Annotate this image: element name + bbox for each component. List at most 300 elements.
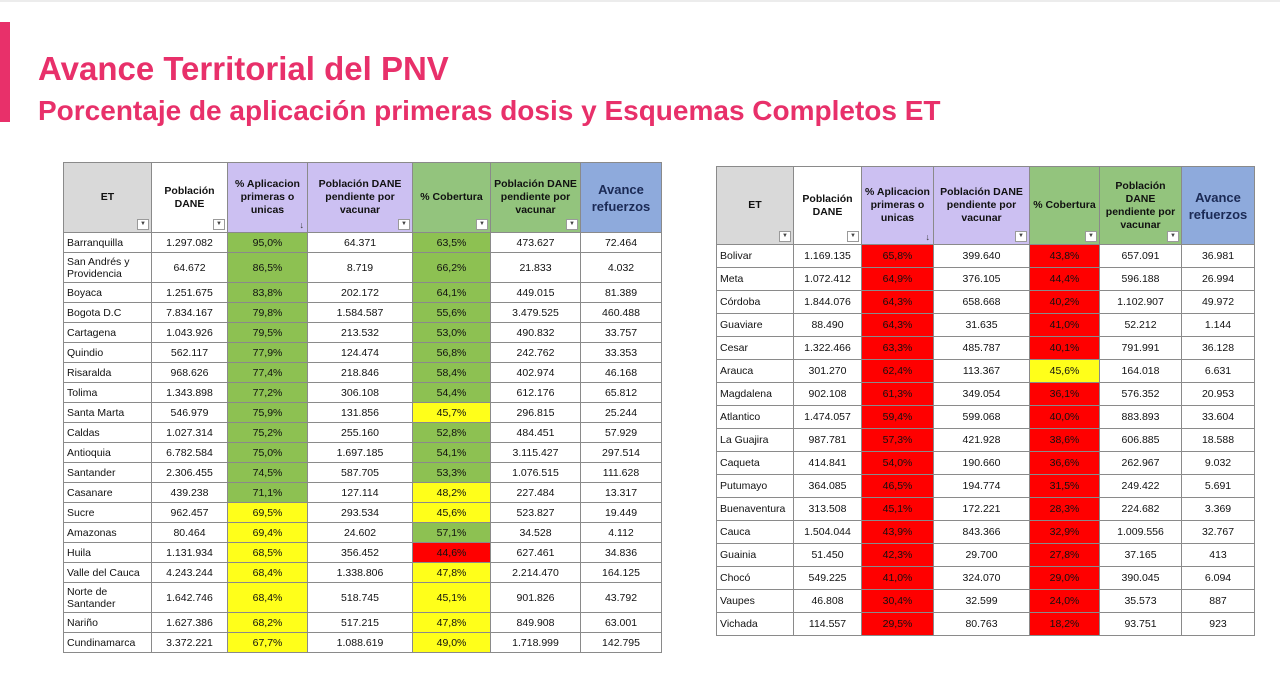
cell-pendiente2: 576.352 [1100,383,1182,406]
cell-et: Bogota D.C [64,303,152,323]
cell-aplicacion: 77,4% [228,363,308,383]
cell-cobertura: 45,7% [413,403,491,423]
accent-bar [0,22,10,122]
cell-refuerzos: 36.981 [1182,245,1255,268]
cell-pendiente1: 172.221 [934,498,1030,521]
cell-pendiente1: 8.719 [308,253,413,283]
cell-et: Vaupes [717,590,794,613]
cell-cobertura: 47,8% [413,613,491,633]
cell-pendiente1: 399.640 [934,245,1030,268]
cell-refuerzos: 57.929 [581,423,662,443]
cell-cobertura: 55,6% [413,303,491,323]
cell-aplicacion: 79,5% [228,323,308,343]
table-row [64,303,662,323]
cell-et: Cartagena [64,323,152,343]
cell-aplicacion: 41,0% [862,567,934,590]
table-row [717,337,1255,360]
dropdown-filter-icon[interactable]: ▼ [476,219,488,230]
cell-refuerzos: 34.836 [581,543,662,563]
cell-cobertura: 28,3% [1030,498,1100,521]
cell-cobertura: 27,8% [1030,544,1100,567]
cell-et: Antioquia [64,443,152,463]
cell-refuerzos: 923 [1182,613,1255,636]
dropdown-filter-icon[interactable]: ▼ [1167,231,1179,242]
table-row [64,483,662,503]
cell-aplicacion: 68,5% [228,543,308,563]
cell-poblacion: 1.844.076 [794,291,862,314]
table-row [717,383,1255,406]
cell-refuerzos: 297.514 [581,443,662,463]
header-pendiente-2[interactable]: Población DANE pendiente por vacunar ▼ [1100,167,1182,245]
header-aplicacion[interactable]: % Aplicacion primeras o unicas ↓ [862,167,934,245]
cell-aplicacion: 77,2% [228,383,308,403]
table-row [64,233,662,253]
cell-aplicacion: 74,5% [228,463,308,483]
cell-cobertura: 54,1% [413,443,491,463]
cell-pendiente1: 517.215 [308,613,413,633]
table-row [64,423,662,443]
header-pendiente-1[interactable]: Población DANE pendiente por vacunar ▼ [308,163,413,233]
cell-et: Vichada [717,613,794,636]
cell-refuerzos: 25.244 [581,403,662,423]
cell-cobertura: 43,8% [1030,245,1100,268]
cell-pendiente2: 883.893 [1100,406,1182,429]
table-row [717,498,1255,521]
cell-poblacion: 549.225 [794,567,862,590]
cell-pendiente2: 473.627 [491,233,581,253]
cell-pendiente1: 658.668 [934,291,1030,314]
header-cobertura[interactable]: % Cobertura ▼ [1030,167,1100,245]
sort-descending-icon[interactable]: ↓ [925,232,930,242]
cell-cobertura: 44,6% [413,543,491,563]
cell-pendiente2: 249.422 [1100,475,1182,498]
cell-pendiente2: 612.176 [491,383,581,403]
cell-poblacion: 562.117 [152,343,228,363]
cell-aplicacion: 30,4% [862,590,934,613]
cell-refuerzos: 33.757 [581,323,662,343]
cell-pendiente2: 34.528 [491,523,581,543]
cell-et: Nariño [64,613,152,633]
cell-pendiente1: 202.172 [308,283,413,303]
cell-poblacion: 962.457 [152,503,228,523]
cell-pendiente1: 485.787 [934,337,1030,360]
cell-pendiente2: 1.718.999 [491,633,581,653]
table-row [64,443,662,463]
right-coverage-table [716,166,1255,636]
cell-refuerzos: 4.032 [581,253,662,283]
cell-refuerzos: 3.369 [1182,498,1255,521]
table-row [64,543,662,563]
cell-pendiente1: 31.635 [934,314,1030,337]
cell-refuerzos: 6.094 [1182,567,1255,590]
slide-subtitle: Porcentaje de aplicación primeras dosis y Esquemas Completos ET [38,95,941,126]
cell-pendiente1: 24.602 [308,523,413,543]
header-cobertura[interactable]: % Cobertura ▼ [413,163,491,233]
cell-refuerzos: 26.994 [1182,268,1255,291]
cell-pendiente1: 356.452 [308,543,413,563]
cell-aplicacion: 83,8% [228,283,308,303]
header-pendiente-1[interactable]: Población DANE pendiente por vacunar ▼ [934,167,1030,245]
cell-pendiente2: 224.682 [1100,498,1182,521]
cell-aplicacion: 42,3% [862,544,934,567]
cell-poblacion: 1.027.314 [152,423,228,443]
cell-pendiente1: 218.846 [308,363,413,383]
cell-et: Guaviare [717,314,794,337]
cell-aplicacion: 63,3% [862,337,934,360]
cell-aplicacion: 54,0% [862,452,934,475]
dropdown-filter-icon[interactable]: ▼ [566,219,578,230]
cell-aplicacion: 45,1% [862,498,934,521]
cell-et: Bolivar [717,245,794,268]
cell-refuerzos: 5.691 [1182,475,1255,498]
cell-et: Chocó [717,567,794,590]
cell-cobertura: 29,0% [1030,567,1100,590]
table-row [64,383,662,403]
cell-pendiente2: 901.826 [491,583,581,613]
cell-poblacion: 364.085 [794,475,862,498]
table-row [64,343,662,363]
cell-cobertura: 64,1% [413,283,491,303]
cell-aplicacion: 68,4% [228,583,308,613]
cell-cobertura: 45,6% [413,503,491,523]
cell-poblacion: 1.627.386 [152,613,228,633]
header-et[interactable]: ET ▼ [64,163,152,233]
cell-cobertura: 48,2% [413,483,491,503]
cell-pendiente2: 657.091 [1100,245,1182,268]
cell-poblacion: 1.474.057 [794,406,862,429]
cell-refuerzos: 6.631 [1182,360,1255,383]
cell-aplicacion: 86,5% [228,253,308,283]
cell-pendiente2: 262.967 [1100,452,1182,475]
cell-et: Boyaca [64,283,152,303]
sort-descending-icon[interactable]: ↓ [299,220,304,230]
cell-poblacion: 3.372.221 [152,633,228,653]
cell-cobertura: 63,5% [413,233,491,253]
cell-pendiente1: 324.070 [934,567,1030,590]
dropdown-filter-icon[interactable]: ▼ [213,219,225,230]
cell-cobertura: 40,1% [1030,337,1100,360]
cell-pendiente1: 349.054 [934,383,1030,406]
dropdown-filter-icon[interactable]: ▼ [398,219,410,230]
table-row [717,268,1255,291]
cell-aplicacion: 43,9% [862,521,934,544]
cell-poblacion: 1.322.466 [794,337,862,360]
table-row [717,544,1255,567]
cell-refuerzos: 43.792 [581,583,662,613]
header-aplicacion[interactable]: % Aplicacion primeras o unicas ↓ [228,163,308,233]
cell-aplicacion: 61,3% [862,383,934,406]
cell-et: Tolima [64,383,152,403]
cell-poblacion: 46.808 [794,590,862,613]
cell-aplicacion: 68,4% [228,563,308,583]
cell-refuerzos: 65.812 [581,383,662,403]
cell-refuerzos: 32.767 [1182,521,1255,544]
cell-et: Caqueta [717,452,794,475]
cell-aplicacion: 64,3% [862,291,934,314]
cell-pendiente1: 587.705 [308,463,413,483]
cell-et: San Andrés y Providencia [64,253,152,283]
cell-aplicacion: 77,9% [228,343,308,363]
table-row [64,283,662,303]
cell-poblacion: 1.043.926 [152,323,228,343]
cell-pendiente1: 376.105 [934,268,1030,291]
top-divider [0,0,1280,2]
cell-poblacion: 546.979 [152,403,228,423]
cell-cobertura: 24,0% [1030,590,1100,613]
cell-pendiente2: 523.827 [491,503,581,523]
cell-pendiente1: 131.856 [308,403,413,423]
cell-cobertura: 66,2% [413,253,491,283]
left-coverage-table [63,162,662,653]
cell-pendiente1: 1.338.806 [308,563,413,583]
cell-pendiente1: 599.068 [934,406,1030,429]
cell-poblacion: 6.782.584 [152,443,228,463]
cell-pendiente2: 296.815 [491,403,581,423]
cell-poblacion: 301.270 [794,360,862,383]
cell-aplicacion: 69,5% [228,503,308,523]
cell-aplicacion: 64,9% [862,268,934,291]
cell-et: Meta [717,268,794,291]
cell-pendiente2: 3.479.525 [491,303,581,323]
cell-pendiente2: 35.573 [1100,590,1182,613]
cell-refuerzos: 19.449 [581,503,662,523]
cell-cobertura: 47,8% [413,563,491,583]
cell-cobertura: 54,4% [413,383,491,403]
table-row [717,245,1255,268]
left-table-body [64,233,662,653]
cell-et: Barranquilla [64,233,152,253]
cell-refuerzos: 164.125 [581,563,662,583]
cell-aplicacion: 57,3% [862,429,934,452]
table-row [717,360,1255,383]
cell-pendiente1: 255.160 [308,423,413,443]
cell-poblacion: 2.306.455 [152,463,228,483]
table-row [64,323,662,343]
dropdown-filter-icon[interactable]: ▼ [779,231,791,242]
cell-pendiente2: 1.009.556 [1100,521,1182,544]
cell-cobertura: 31,5% [1030,475,1100,498]
cell-et: Guainia [717,544,794,567]
dropdown-filter-icon[interactable]: ▼ [847,231,859,242]
cell-poblacion: 1.131.934 [152,543,228,563]
cell-pendiente2: 606.885 [1100,429,1182,452]
table-row [717,567,1255,590]
cell-poblacion: 968.626 [152,363,228,383]
cell-cobertura: 32,9% [1030,521,1100,544]
cell-pendiente2: 490.832 [491,323,581,343]
cell-refuerzos: 81.389 [581,283,662,303]
cell-cobertura: 45,1% [413,583,491,613]
table-row [717,429,1255,452]
cell-pendiente2: 791.991 [1100,337,1182,360]
cell-refuerzos: 20.953 [1182,383,1255,406]
cell-refuerzos: 46.168 [581,363,662,383]
cell-et: Buenaventura [717,498,794,521]
dropdown-filter-icon[interactable]: ▼ [1085,231,1097,242]
cell-cobertura: 56,8% [413,343,491,363]
cell-pendiente2: 1.102.907 [1100,291,1182,314]
cell-poblacion: 4.243.244 [152,563,228,583]
cell-et: Magdalena [717,383,794,406]
cell-poblacion: 114.557 [794,613,862,636]
cell-aplicacion: 75,9% [228,403,308,423]
cell-aplicacion: 64,3% [862,314,934,337]
cell-cobertura: 40,2% [1030,291,1100,314]
cell-pendiente2: 52.212 [1100,314,1182,337]
cell-pendiente1: 113.367 [934,360,1030,383]
cell-refuerzos: 36.128 [1182,337,1255,360]
header-refuerzos[interactable]: Avance refuerzos [581,163,662,233]
cell-pendiente2: 37.165 [1100,544,1182,567]
cell-cobertura: 38,6% [1030,429,1100,452]
cell-refuerzos: 4.112 [581,523,662,543]
cell-poblacion: 1.072.412 [794,268,862,291]
cell-aplicacion: 69,4% [228,523,308,543]
cell-pendiente1: 213.532 [308,323,413,343]
cell-poblacion: 987.781 [794,429,862,452]
cell-et: Santander [64,463,152,483]
header-et[interactable]: ET ▼ [717,167,794,245]
cell-poblacion: 88.490 [794,314,862,337]
cell-poblacion: 414.841 [794,452,862,475]
table-row [717,613,1255,636]
cell-pendiente1: 1.697.185 [308,443,413,463]
cell-et: Cundinamarca [64,633,152,653]
cell-refuerzos: 49.972 [1182,291,1255,314]
cell-aplicacion: 79,8% [228,303,308,323]
cell-pendiente2: 484.451 [491,423,581,443]
cell-aplicacion: 68,2% [228,613,308,633]
table-row [64,463,662,483]
table-row [64,363,662,383]
cell-et: Putumayo [717,475,794,498]
cell-pendiente1: 1.088.619 [308,633,413,653]
table-row [64,583,662,613]
cell-aplicacion: 62,4% [862,360,934,383]
cell-refuerzos: 72.464 [581,233,662,253]
cell-refuerzos: 9.032 [1182,452,1255,475]
table-row [64,253,662,283]
cell-pendiente1: 190.660 [934,452,1030,475]
cell-pendiente1: 80.763 [934,613,1030,636]
right-table-body [717,245,1255,636]
cell-aplicacion: 71,1% [228,483,308,503]
cell-pendiente1: 124.474 [308,343,413,363]
header-refuerzos[interactable]: Avance refuerzos [1182,167,1255,245]
cell-et: La Guajira [717,429,794,452]
table-row [717,406,1255,429]
cell-cobertura: 41,0% [1030,314,1100,337]
cell-et: Cesar [717,337,794,360]
cell-poblacion: 1.504.044 [794,521,862,544]
cell-cobertura: 53,0% [413,323,491,343]
cell-cobertura: 58,4% [413,363,491,383]
table-row [717,314,1255,337]
cell-refuerzos: 63.001 [581,613,662,633]
cell-poblacion: 64.672 [152,253,228,283]
cell-et: Cauca [717,521,794,544]
cell-cobertura: 52,8% [413,423,491,443]
cell-cobertura: 40,0% [1030,406,1100,429]
cell-cobertura: 18,2% [1030,613,1100,636]
cell-pendiente2: 596.188 [1100,268,1182,291]
cell-aplicacion: 67,7% [228,633,308,653]
cell-poblacion: 7.834.167 [152,303,228,323]
cell-et: Norte de Santander [64,583,152,613]
cell-aplicacion: 46,5% [862,475,934,498]
cell-pendiente1: 194.774 [934,475,1030,498]
cell-pendiente2: 242.762 [491,343,581,363]
cell-poblacion: 313.508 [794,498,862,521]
cell-et: Amazonas [64,523,152,543]
cell-aplicacion: 75,2% [228,423,308,443]
cell-refuerzos: 460.488 [581,303,662,323]
cell-poblacion: 439.238 [152,483,228,503]
cell-refuerzos: 13.317 [581,483,662,503]
cell-pendiente1: 29.700 [934,544,1030,567]
cell-pendiente1: 127.114 [308,483,413,503]
table-row [64,503,662,523]
cell-pendiente2: 449.015 [491,283,581,303]
cell-et: Caldas [64,423,152,443]
cell-pendiente2: 849.908 [491,613,581,633]
cell-refuerzos: 33.604 [1182,406,1255,429]
cell-et: Sucre [64,503,152,523]
cell-pendiente2: 3.115.427 [491,443,581,463]
cell-poblacion: 1.297.082 [152,233,228,253]
cell-cobertura: 44,4% [1030,268,1100,291]
cell-aplicacion: 59,4% [862,406,934,429]
cell-aplicacion: 29,5% [862,613,934,636]
table-row [64,633,662,653]
header-pendiente-2[interactable]: Población DANE pendiente por vacunar ▼ [491,163,581,233]
cell-pendiente2: 227.484 [491,483,581,503]
cell-pendiente1: 64.371 [308,233,413,253]
cell-refuerzos: 18.588 [1182,429,1255,452]
cell-pendiente2: 402.974 [491,363,581,383]
cell-cobertura: 36,1% [1030,383,1100,406]
cell-et: Atlantico [717,406,794,429]
table-row [64,523,662,543]
dropdown-filter-icon[interactable]: ▼ [1015,231,1027,242]
cell-pendiente1: 32.599 [934,590,1030,613]
cell-pendiente1: 518.745 [308,583,413,613]
cell-pendiente2: 21.833 [491,253,581,283]
table-row [717,521,1255,544]
cell-et: Risaralda [64,363,152,383]
cell-refuerzos: 111.628 [581,463,662,483]
cell-poblacion: 902.108 [794,383,862,406]
cell-poblacion: 1.343.898 [152,383,228,403]
cell-pendiente1: 1.584.587 [308,303,413,323]
cell-refuerzos: 33.353 [581,343,662,363]
cell-refuerzos: 1.144 [1182,314,1255,337]
cell-pendiente1: 421.928 [934,429,1030,452]
header-poblacion[interactable]: Población DANE ▼ [794,167,862,245]
cell-pendiente1: 843.366 [934,521,1030,544]
dropdown-filter-icon[interactable]: ▼ [137,219,149,230]
table-row [717,291,1255,314]
cell-cobertura: 36,6% [1030,452,1100,475]
cell-pendiente2: 93.751 [1100,613,1182,636]
cell-aplicacion: 95,0% [228,233,308,253]
cell-cobertura: 53,3% [413,463,491,483]
cell-pendiente1: 293.534 [308,503,413,523]
header-poblacion[interactable]: Población DANE ▼ [152,163,228,233]
table-row [717,590,1255,613]
cell-pendiente2: 627.461 [491,543,581,563]
cell-aplicacion: 75,0% [228,443,308,463]
